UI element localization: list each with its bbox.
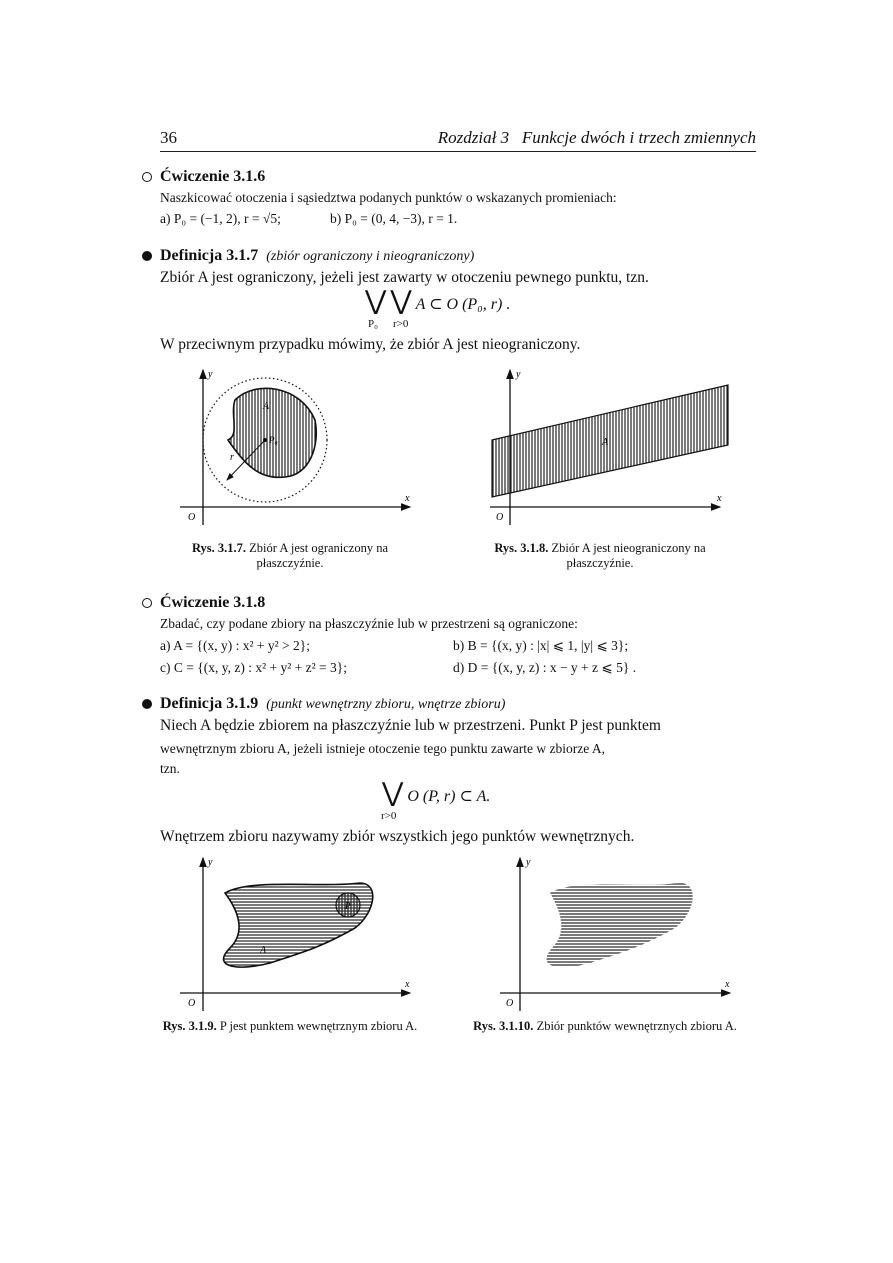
- figure-caption-3-1-9: Rys. 3.1.9. P jest punktem wewnętrznym zbioru A.: [162, 1019, 418, 1033]
- svg-text:y: y: [208, 857, 213, 868]
- header-rule: [160, 151, 756, 152]
- svg-text:y: y: [208, 369, 213, 380]
- exercise-3-1-8-title: Ćwiczenie 3.1.8: [142, 594, 265, 612]
- formula-bounded: ⋁ ⋁ A ⊂ O (P₀, r) .: [365, 286, 511, 315]
- svg-text:O: O: [496, 512, 504, 523]
- definition-text: W przeciwnym przypadku mówimy, że zbiór A jest nieograniczony.: [160, 336, 581, 353]
- formula-subscript: r>0: [381, 810, 397, 822]
- definition-text: wewnętrznym zbioru A, jeżeli istnieje otoczenie tego punktu zawarte w zbiorze A,: [160, 741, 605, 756]
- svg-text:O: O: [506, 998, 514, 1009]
- interior-region: [546, 883, 692, 967]
- svg-text:A: A: [602, 437, 609, 448]
- svg-text:y: y: [516, 369, 521, 380]
- definition-3-1-9-title: Definicja 3.1.9 (punkt wewnętrzny zbioru, wnętrze zbioru): [142, 695, 505, 713]
- formula-interior: ⋁ O (P, r) ⊂ A.: [382, 778, 491, 807]
- open-circle-icon: [142, 172, 152, 182]
- exercise-item-a: a) P₀ = (−1, 2), r = √5;: [160, 211, 281, 226]
- svg-text:O: O: [188, 998, 196, 1009]
- chapter-title: Funkcje dwóch i trzech zmiennych: [521, 128, 756, 147]
- page-number: 36: [160, 128, 177, 147]
- exercise-text: Zbadać, czy podane zbiory na płaszczyźnie lub w przestrzeni są ograniczone:: [160, 616, 578, 631]
- svg-text:x: x: [717, 493, 722, 504]
- definition-text: Wnętrzem zbioru nazywamy zbiór wszystkich jego punktów wewnętrznych.: [160, 828, 635, 845]
- figure-unbounded-set: [480, 365, 730, 530]
- svg-text:A: A: [263, 401, 270, 412]
- svg-text:y: y: [526, 857, 531, 868]
- figure-caption-3-1-8: Rys. 3.1.8. Zbiór A jest nieograniczony na płaszczyźnie.: [494, 541, 706, 570]
- strip-region: [492, 385, 728, 497]
- exercise-text: Naszkicować otoczenia i sąsiedztwa podanych punktów o wskazanych promieniach:: [160, 190, 617, 205]
- svg-text:P₀: P₀: [269, 435, 278, 445]
- definition-text: Zbiór A jest ograniczony, jeżeli jest zawarty w otoczeniu pewnego punktu, tzn.: [160, 269, 649, 286]
- exercise-item-a: a) A = {(x, y) : x² + y² > 2};: [160, 638, 311, 653]
- figure-bounded-set: [170, 365, 420, 530]
- running-header: [438, 128, 756, 148]
- svg-text:x: x: [405, 979, 410, 990]
- filled-circle-icon: [142, 699, 152, 709]
- definition-text: tzn.: [160, 761, 180, 776]
- exercise-item-b: b) P₀ = (0, 4, −3), r = 1.: [330, 211, 458, 226]
- definition-text: Niech A będzie zbiorem na płaszczyźnie lub w przestrzeni. Punkt P jest punktem: [160, 717, 661, 734]
- figure-caption-3-1-10: Rys. 3.1.10. Zbiór punktów wewnętrznych zbioru A.: [473, 1019, 737, 1033]
- svg-text:x: x: [405, 493, 410, 504]
- svg-text:O: O: [188, 512, 196, 523]
- exercise-item-b: b) B = {(x, y) : |x| ⩽ 1, |y| ⩽ 3};: [453, 638, 629, 653]
- svg-text:A: A: [260, 945, 267, 956]
- formula-subscript: P₀: [368, 318, 378, 330]
- figure-interior-set: [490, 853, 740, 1013]
- figure-caption-3-1-7: Rys. 3.1.7. Zbiór A jest ograniczony na płaszczyźnie.: [191, 541, 389, 570]
- filled-circle-icon: [142, 251, 152, 261]
- chapter-label: Rozdział 3: [437, 128, 510, 147]
- exercise-item-d: d) D = {(x, y, z) : x − y + z ⩽ 5} .: [453, 660, 637, 675]
- set-a-region: [228, 388, 316, 477]
- exercise-3-1-6-title: Ćwiczenie 3.1.6: [142, 168, 265, 186]
- open-circle-icon: [142, 598, 152, 608]
- formula-subscript: r>0: [393, 318, 409, 330]
- figure-interior-point: [170, 853, 420, 1013]
- exercise-item-c: c) C = {(x, y, z) : x² + y² + z² = 3};: [160, 660, 348, 675]
- svg-text:r: r: [230, 452, 234, 463]
- definition-3-1-7-title: Definicja 3.1.7 (zbiór ograniczony i nieograniczony): [142, 247, 474, 265]
- svg-text:x: x: [725, 979, 730, 990]
- svg-text:P: P: [345, 901, 351, 911]
